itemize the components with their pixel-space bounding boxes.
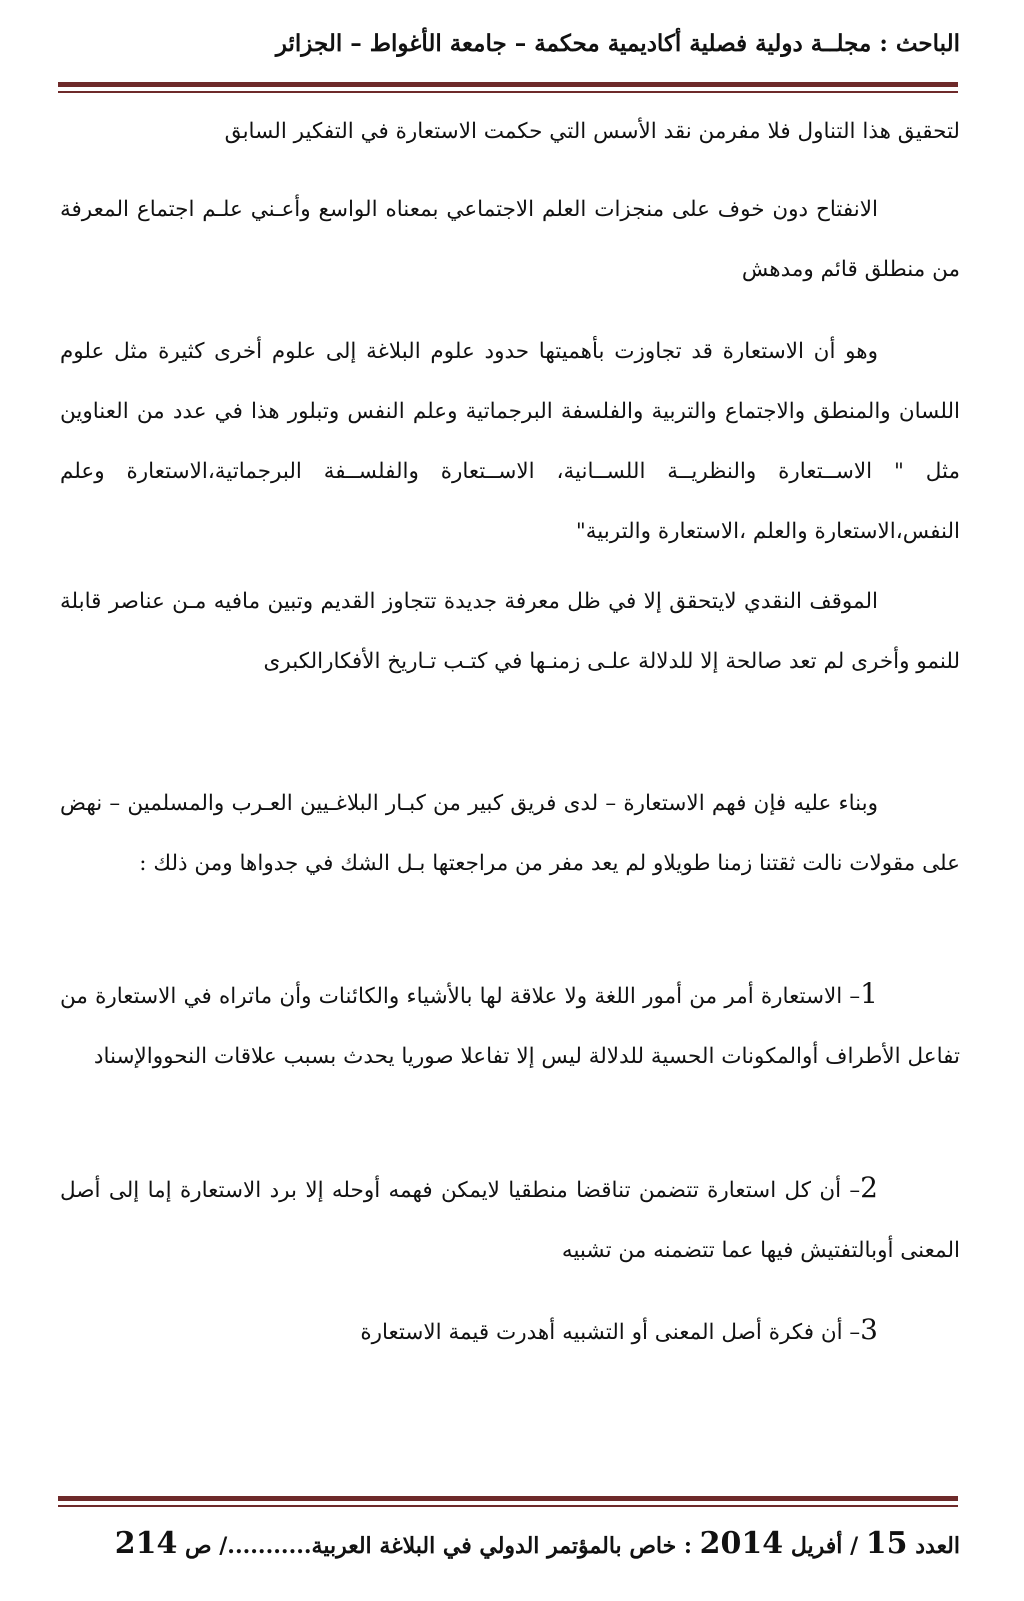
list-item-2 bbox=[60, 1158, 960, 1281]
footer-issue-number: 15 bbox=[865, 1526, 908, 1561]
header-title: الباحث : مجلــة دولية فصلية أكاديمية محكمة – جامعة الأغواط – الجزائر bbox=[275, 30, 960, 57]
paragraph-1: لتحقيق هذا التناول فلا مفرمن نقد الأسس التي حكمت الاستعارة في التفكير السابق bbox=[224, 119, 960, 144]
paragraph-3: وهو أن الاستعارة قد تجاوزت بأهميتها حدود علوم البلاغة إلى علوم أخرى كثيرة مثل علوم اللسان والمنطق والاجتماع والتربية والفلسفة البرجماتية وعلم النفس وتبلور هذا في عدد من العناوين مثل " الاســتعارة والنظريــة اللســانية، الاســتعارة والفلســفة البرجماتية،الاستعارة وعلم النفس،الاستعارة والعلم ،الاستعارة والتربية" bbox=[60, 339, 960, 544]
running-footer bbox=[60, 1526, 960, 1561]
paragraph-1-block bbox=[60, 102, 960, 162]
list-item-2-block bbox=[60, 1158, 960, 1281]
header-rule-thick bbox=[58, 82, 958, 87]
footer-year: 2014 bbox=[699, 1526, 784, 1561]
list-item-2-number: 2 bbox=[860, 1171, 878, 1204]
footer-rule-thick bbox=[58, 1496, 958, 1501]
paragraph-2-block bbox=[60, 180, 960, 300]
footer-issue-label: العدد bbox=[915, 1533, 960, 1559]
list-item-1-text: – الاستعارة أمر من أمور اللغة ولا علاقة لها بالأشياء والكائنات وأن ماتراه في الاستعارة من تفاعل الأطراف أوالمكونات الحسية للدلالة ليس إلا تفاعلا صوريا يحدث بسبب علاقات النحووالإسناد bbox=[60, 984, 960, 1069]
footer-page-number: 214 bbox=[114, 1526, 178, 1561]
list-item-2-text: – أن كل استعارة تتضمن تناقضا منطقيا لايمكن فهمه أوحله إلا برد الاستعارة إما إلى أصل المعنى أوبالتفتيش فيها عما تتضمنه من تشبيه bbox=[60, 1178, 960, 1263]
list-item-1-block bbox=[60, 964, 960, 1087]
running-header bbox=[60, 30, 960, 57]
paragraph-4: الموقف النقدي لايتحقق إلا في ظل معرفة جديدة تتجاوز القديم وتبين مافيه مـن عناصر قابلة للنمو وأخرى لم تعد صالحة إلا للدلالة علـى زمنـها في كتـب تـاريخ الأفكارالكبرى bbox=[60, 589, 960, 674]
paragraph-5: وبناء عليه فإن فهم الاستعارة – لدى فريق كبير من كبـار البلاغـيين العـرب والمسلمين – نهض على مقولات نالت ثقتنا زمنا طويلاو لم يعد مفر من مراجعتها بـل الشك في جدواها ومن ذلك : bbox=[60, 791, 960, 876]
list-item-3-text: – أن فكرة أصل المعنى أو التشبيه أهدرت قيمة الاستعارة bbox=[360, 1320, 861, 1345]
list-item-1 bbox=[60, 964, 960, 1087]
paragraph-3-block bbox=[60, 322, 960, 562]
list-item-3 bbox=[60, 1300, 960, 1363]
list-item-3-block bbox=[60, 1300, 960, 1363]
header-rule-thin bbox=[58, 91, 958, 93]
list-item-3-number: 3 bbox=[860, 1313, 878, 1346]
footer-special: : خاص بالمؤتمر الدولي في البلاغة العربية.........../ ص bbox=[185, 1533, 692, 1559]
paragraph-5-block bbox=[60, 774, 960, 894]
footer-month: أفريل bbox=[790, 1533, 843, 1559]
footer-separator: / bbox=[850, 1533, 859, 1559]
paragraph-4-block bbox=[60, 572, 960, 692]
paragraph-2: الانفتاح دون خوف على منجزات العلم الاجتماعي بمعناه الواسع وأعـني علـم اجتماع المعرفة من منطلق قائم ومدهش bbox=[60, 197, 960, 282]
list-item-1-number: 1 bbox=[860, 977, 878, 1010]
footer-rule-thin bbox=[58, 1505, 958, 1507]
